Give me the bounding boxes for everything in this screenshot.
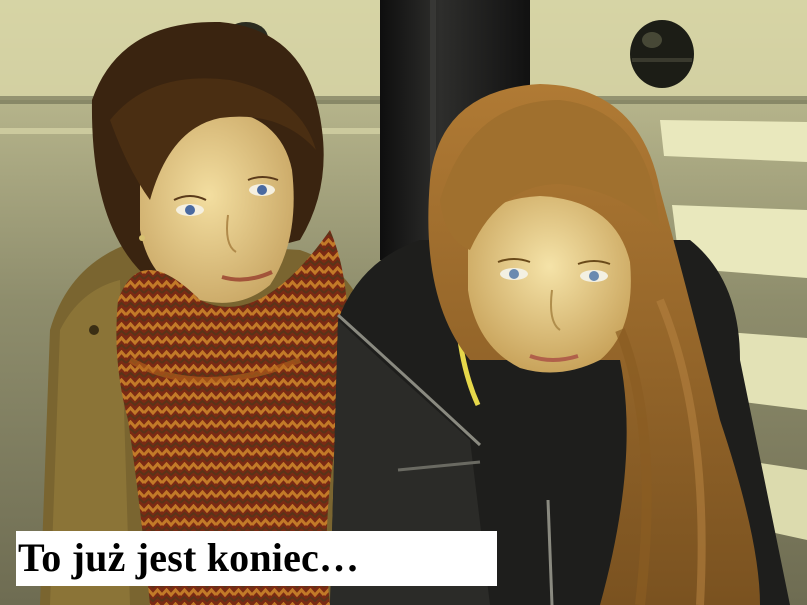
crosswalk-stripe <box>660 120 807 162</box>
caption-box <box>16 531 497 586</box>
bollard <box>630 20 694 88</box>
right-face <box>468 196 631 373</box>
caption-text: To już jest koniec… <box>18 535 360 580</box>
